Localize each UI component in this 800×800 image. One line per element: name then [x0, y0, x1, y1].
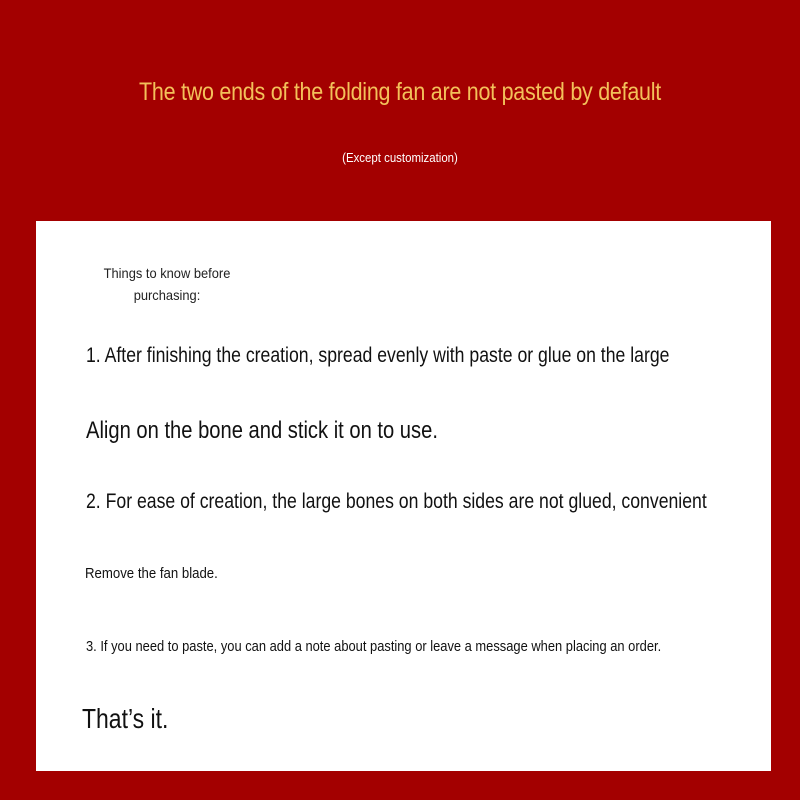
note-line-3: 2. For ease of creation, the large bones on both sides are not glued, convenient: [86, 490, 707, 513]
header-title: The two ends of the folding fan are not pasted by default: [139, 78, 661, 106]
header-subtitle: (Except customization): [342, 150, 458, 165]
note-line-4: Remove the fan blade.: [85, 565, 218, 582]
note-line-5: 3. If you need to paste, you can add a note about pasting or leave a message when placing an order.: [86, 638, 662, 655]
note-line-2: Align on the bone and stick it on to use.: [86, 417, 438, 444]
notes-panel: [36, 221, 771, 771]
note-line-1: 1. After finishing the creation, spread evenly with paste or glue on the large: [86, 344, 670, 367]
notes-heading: Things to know before purchasing:: [103, 265, 231, 303]
note-line-6: That’s it.: [82, 703, 169, 734]
